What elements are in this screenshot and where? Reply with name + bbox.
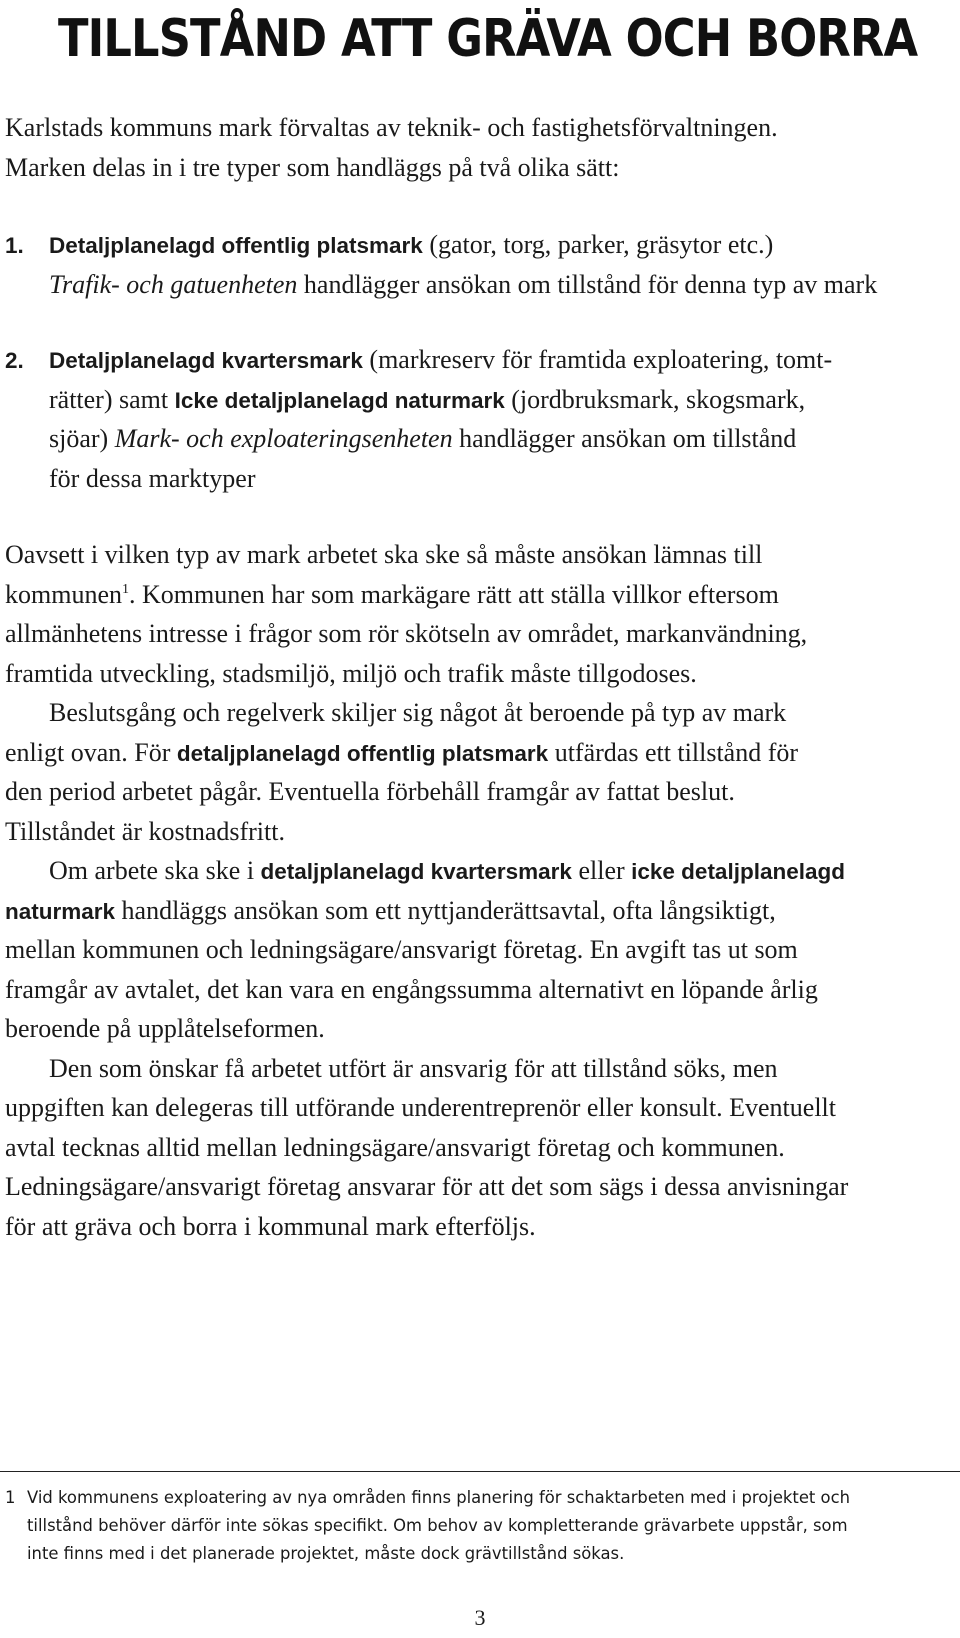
land-type-bold: icke detaljplanelagd — [631, 859, 845, 884]
intro-line: Karlstads kommuns mark förvaltas av teknik- och fastighetsförvaltningen. — [5, 113, 778, 142]
body-line: beroende på upplåtelseformen. — [5, 1014, 325, 1043]
body-line: kommunen — [5, 579, 122, 609]
body-line: Oavsett i vilken typ av mark arbetet ska ske så måste ansökan lämnas till — [5, 540, 763, 569]
body-line: Tillståndet är kostnadsfritt. — [5, 816, 285, 846]
body-line: handläggs ansökan som ett nyttjanderättsavtal, ofta långsiktigt, — [115, 895, 776, 925]
body-line: för att gräva och borra i kommunal mark efterföljs. — [5, 1211, 536, 1241]
body-line: . Kommunen har som markägare rätt att ställa villkor eftersom — [129, 579, 779, 609]
list-text: för dessa marktyper — [49, 463, 256, 493]
body-line: uppgiften kan delegeras till utförande underentreprenör eller konsult. Eventuellt — [5, 1093, 836, 1122]
list-number: 2. — [5, 348, 24, 373]
body-line: eller — [571, 856, 632, 885]
body-line: den period arbetet pågår. Eventuella förbehåll framgår av fattat beslut. — [5, 777, 735, 806]
page-title: TILLSTÅND ATT GRÄVA OCH BORRA — [58, 9, 918, 69]
footnote-line: inte finns med i det planerade projektet, måste dock grävtillstånd sökas. — [27, 1544, 625, 1563]
footnote-ref[interactable]: 1 — [122, 581, 129, 597]
list-text: (gator, torg, parker, gräsytor etc.) — [422, 230, 774, 259]
footnote-mark: 1 — [5, 1488, 16, 1507]
list-text: handlägger ansökan om tillstånd för denna typ av mark — [297, 269, 878, 299]
footnote-line: Vid kommunens exploatering av nya områden finns planering för schaktarbeten med i projektet och — [27, 1488, 850, 1507]
body-line: Ledningsägare/ansvarigt företag ansvarar för att det som sägs i dessa anvisningar — [5, 1172, 849, 1201]
land-type-bold: detaljplanelagd kvartersmark — [260, 859, 572, 884]
body-line: framgår av avtalet, det kan vara en engångssumma alternativt en löpande årlig — [5, 974, 818, 1004]
body-line: Beslutsgång och regelverk skiljer sig något åt beroende på typ av mark — [49, 698, 787, 727]
list-text: rätter) samt — [49, 384, 175, 414]
page-number: 3 — [474, 1605, 486, 1630]
body-line: mellan kommunen och ledningsägare/ansvarigt företag. En avgift tas ut som — [5, 935, 798, 964]
department-name: Trafik- och gatuenheten — [49, 269, 298, 299]
department-name: Mark- och exploateringsenheten — [114, 424, 453, 453]
list-text: sjöar) — [49, 424, 115, 453]
list-number: 1. — [5, 233, 24, 258]
body-line: allmänhetens intresse i frågor som rör skötseln av området, markanvändning, — [5, 619, 808, 648]
list-item-1 — [5, 225, 940, 304]
body-line: framtida utveckling, stadsmiljö, miljö och trafik måste tillgodoses. — [5, 658, 697, 688]
intro-paragraph — [5, 108, 940, 187]
land-type-bold: Icke detaljplanelagd naturmark — [174, 387, 505, 413]
land-type-bold: Detaljplanelagd kvartersmark — [49, 348, 363, 373]
body-line: Om arbete ska ske i — [49, 856, 261, 885]
body-line: avtal tecknas alltid mellan ledningsägare/ansvarigt företag och kommunen. — [5, 1132, 785, 1162]
land-type-bold: detaljplanelagd offentlig platsmark — [176, 740, 549, 766]
list-text: handlägger ansökan om tillstånd — [452, 424, 797, 453]
body-line: utfärdas ett tillstånd för — [548, 737, 799, 767]
footnote — [5, 1484, 940, 1568]
land-type-bold: naturmark — [5, 898, 116, 924]
body-text — [5, 535, 940, 1246]
intro-line: Marken delas in i tre typer som handläggs på två olika sätt: — [5, 152, 620, 182]
list-text: (jordbruksmark, skogsmark, — [504, 384, 806, 414]
body-line: Den som önskar få arbetet utfört är ansvarig för att tillstånd söks, men — [49, 1053, 778, 1083]
list-text: (markreserv för framtida exploatering, tomt- — [362, 345, 833, 374]
footnote-line: tillstånd behöver därför inte sökas specifikt. Om behov av kompletterande grävarbete uppstår, som — [27, 1516, 848, 1535]
body-line: enligt ovan. För — [5, 737, 177, 767]
footnote-divider — [0, 1471, 960, 1472]
list-item-2 — [5, 340, 940, 498]
land-type-bold: Detaljplanelagd offentlig platsmark — [49, 233, 423, 258]
